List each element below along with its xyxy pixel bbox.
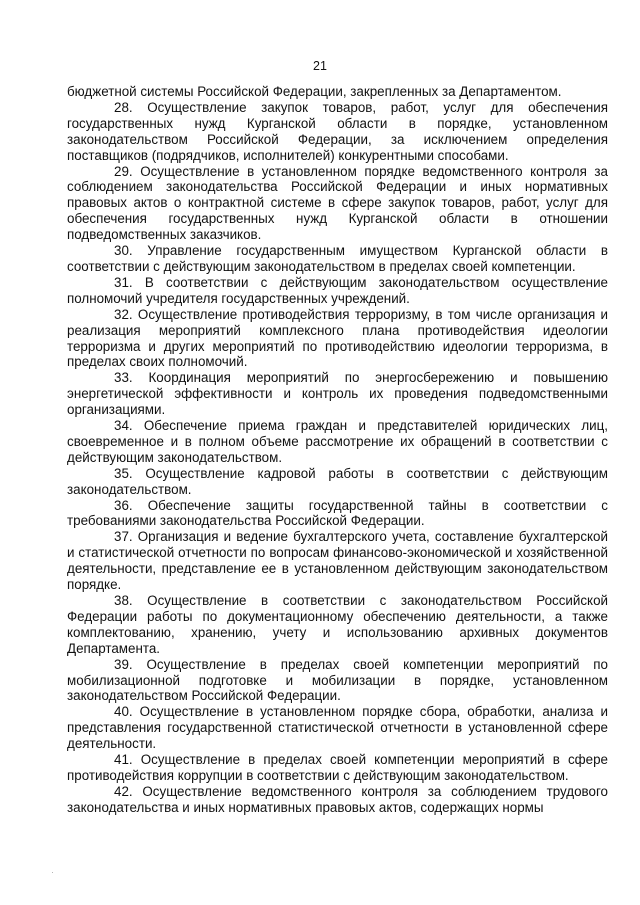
paragraph-item-41: 41. Осуществление в пределах своей компетенции мероприятий в сфере противодействия коррупции в соответствии с действующим законодательством. [67,752,608,783]
paragraph-item-31: 31. В соответствии с действующим законодательством осуществление полномочий учредителя государственных учреждений. [67,274,608,306]
paragraph-item-39: 39. Осуществление в пределах своей компетенции мероприятий по мобилизационной подготовке и мобилизации в порядке, установленном законодательством Российской Федерации. [67,656,608,704]
paragraph-item-36: 36. Обеспечение защиты государственной тайны в соответствии с требованиями законодательства Российской Федерации. [67,497,608,529]
paragraph-continuation: бюджетной системы Российской Федерации, закрепленных за Департаментом. [67,84,562,99]
paragraph-item-32: 32. Осуществление противодействия терроризму, в том числе организация и реализация мероприятий комплексного плана противодействия идеологии терроризма и других мероприятий по противодействию идеологии терроризма, в пределах своих полномочий. [67,306,608,370]
paragraph-item-38: 38. Осуществление в соответствии с законодательством Российской Федерации работы по документационному обеспечению деятельности, а также комплектованию, хранению, учету и использованию архивных документов Департамента. [67,593,608,656]
paragraph-item-29: 29. Осуществление в установленном порядке ведомственного контроля за соблюдением законодательства Российской Федерации и иных нормативных правовых актов о контрактной системе в сфере закупок товаров, работ, услуг для обеспечения государственных нужд Курганской области в отношении подведомственных заказчиков. [67,163,608,243]
scan-speck [52,872,53,873]
paragraph-item-33: 33. Координация мероприятий по энергосбережению и повышению энергетической эффективности и контроль их проведения подведомственными организациями. [67,370,608,418]
paragraph-item-37: 37. Организация и ведение бухгалтерского учета, составление бухгалтерской и статистической отчетности по вопросам финансово-экономической и хозяйственной деятельности, представление ее в установленном действующим законодательством порядке. [67,529,608,593]
paragraph-item-42: 42. Осуществление ведомственного контроля за соблюдением трудового законодательства и иных нормативных правовых актов, содержащих нормы [67,783,608,815]
paragraph-item-34: 34. Обеспечение приема граждан и представителей юридических лиц, своевременное и в полном объеме рассмотрение их обращений в соответствии с действующим законодательством. [67,418,608,465]
paragraph-item-40: 40. Осуществление в установленном порядке сбора, обработки, анализа и представления государственной статистической отчетности в установленной сфере деятельности. [67,704,608,752]
document-body [67,84,608,816]
paragraph-item-28: 28. Осуществление закупок товаров, работ, услуг для обеспечения государственных нужд Курганской области в порядке, установленном законодательством Российской Федерации, за исключением определения поставщиков (подрядчиков, исполнителей) конкурентными способами. [67,99,608,163]
paragraph-item-35: 35. Осуществление кадровой работы в соответствии с действующим законодательством. [67,465,608,497]
page-number: 21 [313,59,327,73]
paragraph-item-30: 30. Управление государственным имуществом Курганской области в соответствии с действующим законодательством в пределах своей компетенции. [67,243,608,274]
